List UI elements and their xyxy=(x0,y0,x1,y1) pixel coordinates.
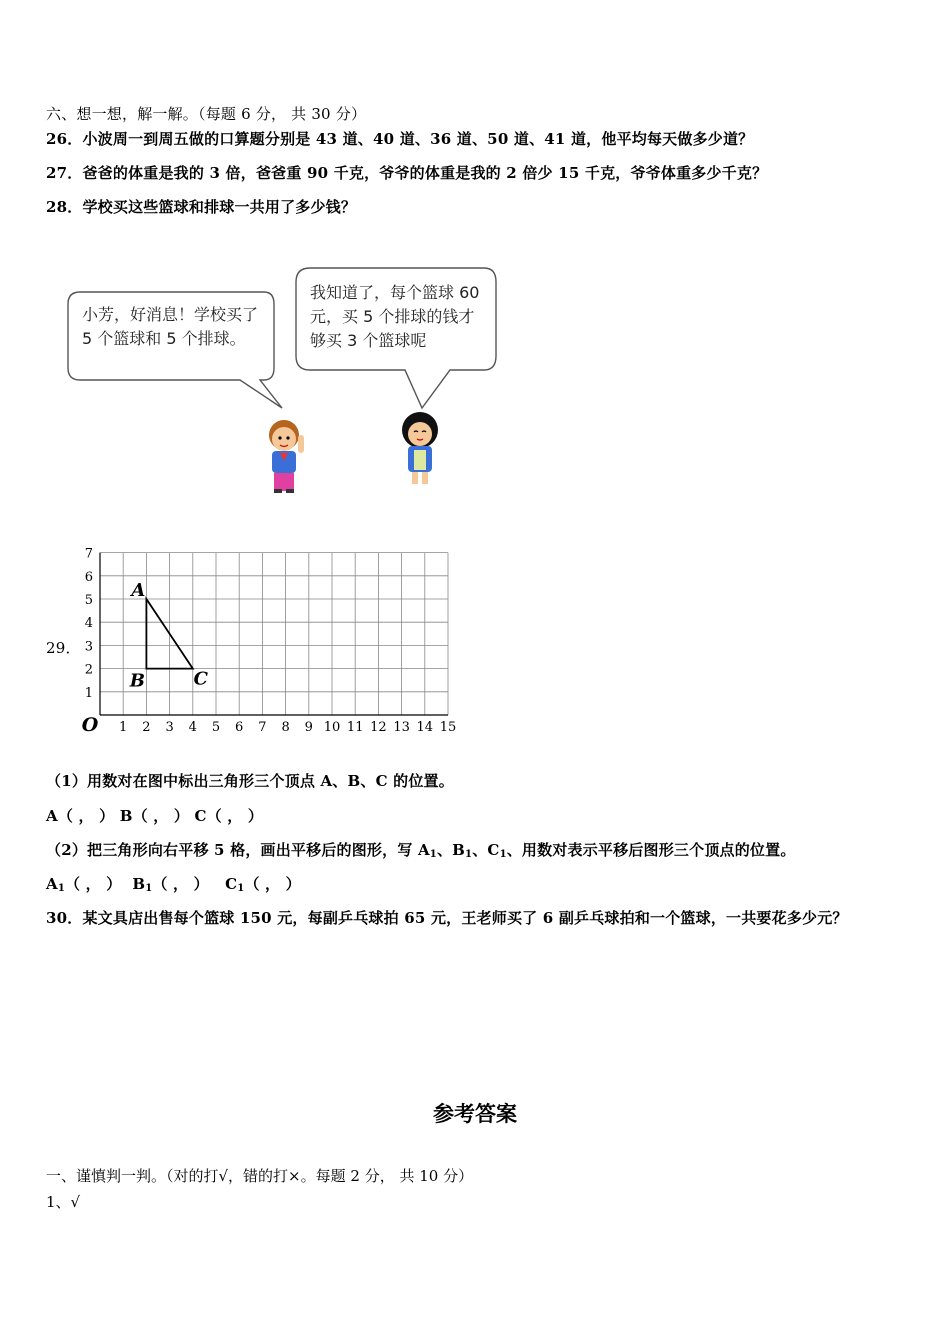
y-tick-label: 6 xyxy=(84,569,93,585)
question-30: 30．某文具店出售每个篮球 150 元，每副乒乓球拍 65 元，王老师买了 6 副乒乓球拍和一个篮球，一共要花多少元？ xyxy=(46,909,848,927)
coordinate-grid xyxy=(75,540,475,740)
answers-section1: 一、谨慎判一判。（对的打√，错的打×。每题 2 分， 共 10 分） xyxy=(46,1167,474,1185)
question-29-part2: （2）把三角形向右平移 5 格，画出平移后的图形，写 $A_1$、$B_1$、$C_1$、用数对表示平移后图形三个顶点的位置。 xyxy=(46,841,796,860)
x-tick-label: 12 xyxy=(370,720,387,735)
x-tick-label: 13 xyxy=(393,720,410,735)
bubble-left-line2: 5 个篮球和 5 个排球。 xyxy=(82,329,246,348)
y-tick-label: 1 xyxy=(84,685,93,701)
x-tick-label: 15 xyxy=(439,720,457,735)
question-26: 26．小波周一到周五做的口算题分别是 43 道、40 道、36 道、50 道、41 道，他平均每天做多少道？ xyxy=(46,130,754,148)
y-tick-label: 7 xyxy=(84,546,93,562)
girl-figure xyxy=(402,412,438,484)
x-tick-label: 9 xyxy=(304,720,313,735)
vertex-label-c: C xyxy=(193,668,208,690)
x-tick-label: 7 xyxy=(258,720,267,735)
bubble-right-line3: 够买 3 个篮球呢 xyxy=(310,331,427,350)
y-tick-label: 5 xyxy=(84,593,93,608)
question-29-part1: （1）用数对在图中标出三角形三个顶点 A、B、C 的位置。 xyxy=(46,772,454,790)
question-29-answer-line1: A（ ， ） B（ ， ） C（ ， ） xyxy=(46,807,264,825)
answers-item1: 1、√ xyxy=(46,1193,81,1211)
x-tick-label: 14 xyxy=(416,720,434,735)
x-tick-label: 3 xyxy=(165,720,174,735)
origin-label: O xyxy=(81,714,99,736)
answers-title: 参考答案 xyxy=(433,1102,517,1126)
x-tick-label: 8 xyxy=(281,720,290,735)
bubble-right-line2: 元，买 5 个排球的钱才 xyxy=(310,307,475,326)
x-tick-label: 11 xyxy=(346,720,364,735)
question-29-answer-line2: $A_1$（ ， ） $B_1$（ ， ） $C_1$（ ， ） xyxy=(46,875,301,894)
question-28: 28．学校买这些篮球和排球一共用了多少钱？ xyxy=(46,198,357,216)
y-tick-label: 3 xyxy=(84,639,93,655)
section-header: 六、想一想，解一解。（每题 6 分， 共 30 分） xyxy=(46,105,367,123)
question-29-number: 29． xyxy=(46,639,81,657)
vertex-label-a: A xyxy=(131,580,146,601)
dialogue-illustration xyxy=(60,260,510,500)
question-27: 27．爸爸的体重是我的 3 倍，爸爸重 90 千克，爷爷的体重是我的 2 倍少 15 千克，爷爷体重多少千克？ xyxy=(46,164,768,182)
y-tick-label: 2 xyxy=(84,662,93,678)
x-tick-label: 10 xyxy=(323,720,341,735)
x-tick-label: 2 xyxy=(142,720,151,735)
bubble-right-line1: 我知道了，每个篮球 60 xyxy=(310,283,480,302)
x-tick-label: 4 xyxy=(188,720,197,735)
boy-figure xyxy=(269,420,304,493)
y-tick-label: 4 xyxy=(84,616,93,632)
vertex-label-b: B xyxy=(129,670,146,692)
x-tick-label: 1 xyxy=(119,720,128,735)
bubble-left-line1: 小芳，好消息！学校买了 xyxy=(82,305,259,324)
x-tick-label: 5 xyxy=(211,720,221,735)
x-tick-label: 6 xyxy=(235,720,244,735)
